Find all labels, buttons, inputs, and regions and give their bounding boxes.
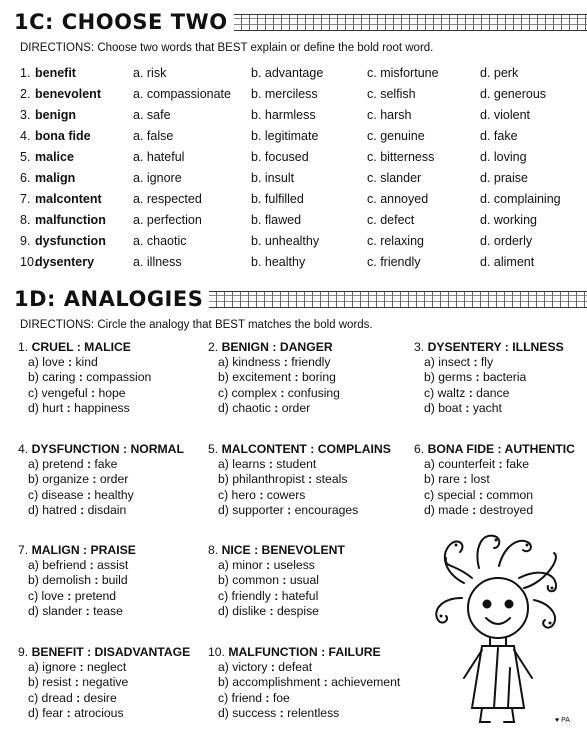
choice-a[interactable]: a. perfection <box>133 213 202 227</box>
option-second-word: confusing <box>287 385 340 400</box>
option-first-word: disease <box>41 487 84 502</box>
option-letter: a) <box>28 558 39 573</box>
option-letter: d) <box>28 502 39 517</box>
option-letter: a) <box>28 457 39 472</box>
question-number: 7. <box>18 543 29 557</box>
analogy-option[interactable]: d) supporter : encourages <box>218 502 359 517</box>
option-second-word: atrocious <box>74 705 124 720</box>
analogy-option[interactable]: b) rare : lost <box>424 472 490 487</box>
choice-b[interactable]: b. healthy <box>251 255 306 269</box>
analogy-option[interactable]: d) fear : atrocious <box>28 705 124 720</box>
analogy-left-word: BONA FIDE <box>427 442 495 456</box>
option-first-word: befriend <box>42 558 87 573</box>
medusa-illustration <box>424 528 574 728</box>
option-first-word: accomplishment <box>232 675 321 690</box>
section-1c-title: 1C: CHOOSE TWO <box>14 10 228 34</box>
option-letter: d) <box>218 502 229 517</box>
option-second-word: usual <box>289 573 319 588</box>
option-second-word: tease <box>93 603 123 618</box>
analogy-question: 10. MALFUNCTION : FAILURE <box>208 645 381 659</box>
option-second-word: neglect <box>86 660 127 675</box>
row-number: 5. <box>20 150 31 164</box>
analogy-option[interactable]: b) philanthropist : steals <box>218 472 348 487</box>
section-1c-directions <box>20 42 433 54</box>
analogy-option[interactable]: a) counterfeit : fake <box>424 457 530 472</box>
option-second-word: lost <box>470 472 490 487</box>
option-letter: c) <box>424 487 435 502</box>
analogy-question: 5. MALCONTENT : COMPLAINS <box>208 442 391 456</box>
choice-a[interactable]: a. safe <box>133 108 171 122</box>
option-second-word: relentless <box>287 705 340 720</box>
analogy-item <box>414 442 575 518</box>
choice-b[interactable]: b. insult <box>251 171 295 185</box>
option-first-word: dread <box>41 690 73 705</box>
choice-b[interactable]: b. merciless <box>251 87 318 101</box>
choice-d[interactable]: d. fake <box>480 129 518 143</box>
option-letter: c) <box>28 588 39 603</box>
analogy-right-word: PRAISE <box>90 543 136 557</box>
analogy-option[interactable]: a) insect : fly <box>424 355 494 370</box>
choice-b[interactable]: b. focused <box>251 150 309 164</box>
option-second-word: useless <box>273 558 315 573</box>
option-second-word: encourages <box>294 502 359 517</box>
choice-c[interactable]: c. slander <box>367 171 422 185</box>
option-first-word: success <box>232 705 277 720</box>
analogy-question: 9. BENEFIT : DISADVANTAGE <box>18 645 191 659</box>
question-number: 5. <box>208 442 219 456</box>
choice-b[interactable]: b. advantage <box>251 66 324 80</box>
root-word: malfunction <box>35 213 106 227</box>
option-letter: d) <box>424 502 435 517</box>
analogy-option[interactable]: d) success : relentless <box>218 705 340 720</box>
root-word: bona fide <box>35 129 91 143</box>
analogy-option[interactable]: c) friendly : hateful <box>218 588 319 603</box>
analogy-option[interactable]: b) accomplishment : achievement <box>218 675 401 690</box>
analogy-option[interactable]: b) organize : order <box>28 472 129 487</box>
section-1c-header <box>14 10 587 34</box>
row-number: 4. <box>20 129 31 143</box>
choice-c[interactable]: c. genuine <box>367 129 425 143</box>
directions-label: DIRECTIONS: <box>20 319 95 331</box>
analogy-option[interactable]: b) germs : bacteria <box>424 370 527 385</box>
analogy-left-word: MALIGN <box>31 543 80 557</box>
analogy-option[interactable]: d) hatred : disdain <box>28 502 127 517</box>
option-first-word: hurt <box>42 400 64 415</box>
option-first-word: made <box>438 502 469 517</box>
analogy-item <box>18 543 136 619</box>
analogy-option[interactable]: d) boat : yacht <box>424 400 502 415</box>
question-number: 3. <box>414 340 425 354</box>
option-first-word: organize <box>42 472 89 487</box>
option-letter: a) <box>28 355 39 370</box>
option-letter: d) <box>28 603 39 618</box>
option-letter: b) <box>218 472 229 487</box>
option-first-word: hatred <box>42 502 77 517</box>
option-letter: b) <box>28 370 39 385</box>
section-1d-title: 1D: ANALOGIES <box>14 287 204 311</box>
option-first-word: rare <box>438 472 460 487</box>
analogy-left-word: DYSENTERY <box>427 340 502 354</box>
analogy-option[interactable]: c) special : common <box>424 487 534 502</box>
option-first-word: pretend <box>42 457 84 472</box>
option-second-word: dance <box>476 385 510 400</box>
row-number: 9. <box>20 234 31 248</box>
option-second-word: hope <box>98 385 126 400</box>
choice-b[interactable]: b. legitimate <box>251 129 319 143</box>
option-letter: c) <box>218 690 229 705</box>
question-number: 4. <box>18 442 29 456</box>
option-letter: a) <box>28 660 39 675</box>
analogy-option[interactable]: a) victory : defeat <box>218 660 313 675</box>
option-letter: c) <box>218 487 229 502</box>
row-number: 3. <box>20 108 31 122</box>
choice-a[interactable]: a. chaotic <box>133 234 187 248</box>
analogy-option[interactable]: c) vengeful : hope <box>28 385 126 400</box>
option-first-word: friendly <box>231 588 271 603</box>
option-letter: d) <box>218 400 229 415</box>
analogy-option[interactable]: a) befriend : assist <box>28 558 129 573</box>
option-letter: b) <box>218 675 229 690</box>
root-word: malign <box>35 171 76 185</box>
analogy-option[interactable]: c) hero : cowers <box>218 487 306 502</box>
option-second-word: defeat <box>278 660 313 675</box>
option-second-word: assist <box>97 558 129 573</box>
option-second-word: compassion <box>86 370 152 385</box>
choice-c[interactable]: c. relaxing <box>367 234 424 248</box>
option-second-word: steals <box>315 472 348 487</box>
option-first-word: boat <box>438 400 462 415</box>
root-word: dysentery <box>35 255 95 269</box>
option-first-word: supporter <box>232 502 284 517</box>
option-first-word: waltz <box>437 385 466 400</box>
option-second-word: kind <box>75 355 98 370</box>
option-letter: c) <box>28 487 39 502</box>
analogy-question: 4. DYSFUNCTION : NORMAL <box>18 442 184 456</box>
analogy-left-word: MALFUNCTION <box>228 645 318 659</box>
choice-d[interactable]: d. praise <box>480 171 528 185</box>
option-first-word: kindness <box>232 355 281 370</box>
analogy-option[interactable]: c) love : pretend <box>28 588 117 603</box>
analogy-question: 1. CRUEL : MALICE <box>18 340 131 354</box>
analogy-right-word: BENEVOLENT <box>261 543 345 557</box>
question-number: 8. <box>208 543 219 557</box>
row-number: 10. <box>20 255 38 269</box>
option-second-word: fly <box>480 355 494 370</box>
analogy-option[interactable]: d) made : destroyed <box>424 502 534 517</box>
choice-d[interactable]: d. violent <box>480 108 531 122</box>
choice-b[interactable]: b. fulfilled <box>251 192 304 206</box>
root-word: benefit <box>35 66 76 80</box>
root-word: malice <box>35 150 74 164</box>
choice-c[interactable]: c. bitterness <box>367 150 435 164</box>
analogy-right-word: NORMAL <box>130 442 184 456</box>
choice-d[interactable]: d. complaining <box>480 192 561 206</box>
option-first-word: fear <box>42 705 64 720</box>
artist-credit: ♥ PA <box>555 717 570 724</box>
choice-c[interactable]: c. misfortune <box>367 66 439 80</box>
analogy-item <box>18 442 184 518</box>
option-second-word: hateful <box>281 588 319 603</box>
option-first-word: love <box>42 355 65 370</box>
analogy-option[interactable]: d) slander : tease <box>28 603 123 618</box>
option-second-word: fake <box>94 457 118 472</box>
directions-label: DIRECTIONS: <box>20 42 95 54</box>
option-letter: a) <box>218 558 229 573</box>
analogy-item <box>414 340 564 416</box>
analogy-option[interactable]: d) dislike : despise <box>218 603 319 618</box>
analogy-option[interactable]: b) demolish : build <box>28 573 128 588</box>
analogy-option[interactable]: d) chaotic : order <box>218 400 311 415</box>
analogy-left-word: BENIGN <box>221 340 269 354</box>
option-second-word: order <box>99 472 129 487</box>
option-first-word: vengeful <box>41 385 88 400</box>
option-letter: a) <box>218 457 229 472</box>
option-letter: c) <box>28 690 39 705</box>
option-letter: b) <box>218 370 229 385</box>
option-second-word: happiness <box>74 400 130 415</box>
analogy-left-word: NICE <box>221 543 251 557</box>
option-first-word: common <box>232 573 279 588</box>
option-second-word: despise <box>276 603 319 618</box>
analogy-option[interactable]: a) ignore : neglect <box>28 660 127 675</box>
option-second-word: disdain <box>87 502 127 517</box>
choice-a[interactable]: a. illness <box>133 255 182 269</box>
analogy-left-word: DYSFUNCTION <box>31 442 120 456</box>
choice-c[interactable]: c. harsh <box>367 108 412 122</box>
choice-d[interactable]: d. perk <box>480 66 519 80</box>
option-first-word: ignore <box>42 660 77 675</box>
analogy-option[interactable]: c) waltz : dance <box>424 385 510 400</box>
option-first-word: insect <box>438 355 471 370</box>
option-letter: a) <box>218 660 229 675</box>
analogy-option[interactable]: a) minor : useless <box>218 558 315 573</box>
choice-d[interactable]: d. orderly <box>480 234 533 248</box>
option-second-word: bacteria <box>482 370 527 385</box>
analogy-item <box>208 645 400 721</box>
option-first-word: friend <box>231 690 263 705</box>
analogy-option[interactable]: a) pretend : fake <box>28 457 118 472</box>
analogy-left-word: BENEFIT <box>31 645 84 659</box>
choice-b[interactable]: b. harmless <box>251 108 316 122</box>
question-number: 10. <box>208 645 225 659</box>
option-second-word: fake <box>506 457 530 472</box>
analogy-option[interactable]: a) kindness : friendly <box>218 355 331 370</box>
row-number: 6. <box>20 171 31 185</box>
directions-text: Circle the analogy that BEST matches the bold words. <box>97 319 373 331</box>
option-letter: c) <box>424 385 435 400</box>
choice-a[interactable]: a. ignore <box>133 171 182 185</box>
option-letter: b) <box>424 472 435 487</box>
section-1d-directions <box>20 319 373 331</box>
option-letter: d) <box>28 400 39 415</box>
analogy-right-word: DISADVANTAGE <box>94 645 191 659</box>
greek-key-border <box>209 291 587 308</box>
analogy-option[interactable]: b) common : usual <box>218 573 319 588</box>
option-first-word: minor <box>232 558 263 573</box>
option-second-word: yacht <box>472 400 502 415</box>
option-letter: a) <box>424 457 435 472</box>
analogy-item <box>18 645 190 721</box>
option-letter: b) <box>28 472 39 487</box>
option-letter: b) <box>28 675 39 690</box>
analogy-option[interactable]: c) dread : desire <box>28 690 117 705</box>
analogy-item <box>208 340 340 416</box>
question-number: 9. <box>18 645 29 659</box>
analogy-option[interactable]: b) excitement : boring <box>218 370 336 385</box>
option-first-word: germs <box>438 370 473 385</box>
analogy-left-word: MALCONTENT <box>221 442 307 456</box>
option-second-word: achievement <box>331 675 401 690</box>
option-first-word: dislike <box>232 603 267 618</box>
analogy-option[interactable]: a) learns : student <box>218 457 317 472</box>
option-first-word: excitement <box>232 370 292 385</box>
option-second-word: desire <box>83 690 117 705</box>
option-second-word: pretend <box>74 588 117 603</box>
choice-b[interactable]: b. flawed <box>251 213 302 227</box>
analogy-question: 7. MALIGN : PRAISE <box>18 543 136 557</box>
root-word: benevolent <box>35 87 101 101</box>
choice-d[interactable]: d. aliment <box>480 255 535 269</box>
analogy-right-word: AUTHENTIC <box>504 442 575 456</box>
option-second-word: build <box>101 573 128 588</box>
analogy-option[interactable]: a) love : kind <box>28 355 98 370</box>
option-first-word: philanthropist <box>232 472 305 487</box>
option-letter: d) <box>28 705 39 720</box>
option-second-word: student <box>276 457 317 472</box>
choice-a[interactable]: a. risk <box>133 66 167 80</box>
option-second-word: foe <box>272 690 290 705</box>
question-number: 6. <box>414 442 425 456</box>
choice-d[interactable]: d. working <box>480 213 537 227</box>
section-1d-header <box>14 287 587 311</box>
option-first-word: hero <box>231 487 256 502</box>
option-letter: d) <box>218 705 229 720</box>
analogy-option[interactable]: b) caring : compassion <box>28 370 152 385</box>
option-first-word: victory <box>232 660 268 675</box>
option-letter: c) <box>218 385 229 400</box>
option-second-word: healthy <box>94 487 134 502</box>
option-letter: c) <box>218 588 229 603</box>
choice-a[interactable]: a. hateful <box>133 150 185 164</box>
option-first-word: slander <box>42 603 83 618</box>
choice-d[interactable]: d. generous <box>480 87 547 101</box>
choice-c[interactable]: c. defect <box>367 213 415 227</box>
option-second-word: friendly <box>291 355 331 370</box>
question-number: 1. <box>18 340 29 354</box>
choice-c[interactable]: c. friendly <box>367 255 421 269</box>
analogy-option[interactable]: b) resist : negative <box>28 675 129 690</box>
choice-c[interactable]: c. selfish <box>367 87 416 101</box>
option-first-word: demolish <box>42 573 92 588</box>
option-letter: b) <box>218 573 229 588</box>
analogy-right-word: COMPLAINS <box>317 442 391 456</box>
analogy-option[interactable]: d) hurt : happiness <box>28 400 130 415</box>
directions-text: Choose two words that BEST explain or define the bold root word. <box>97 42 434 54</box>
row-number: 2. <box>20 87 31 101</box>
analogy-option[interactable]: c) friend : foe <box>218 690 290 705</box>
analogy-question: 6. BONA FIDE : AUTHENTIC <box>414 442 575 456</box>
question-number: 2. <box>208 340 219 354</box>
analogy-right-word: DANGER <box>279 340 333 354</box>
analogy-right-word: FAILURE <box>328 645 381 659</box>
analogy-item <box>18 340 151 416</box>
analogy-right-word: MALICE <box>84 340 131 354</box>
analogy-question: 2. BENIGN : DANGER <box>208 340 333 354</box>
row-number: 1. <box>20 66 31 80</box>
choice-c[interactable]: c. annoyed <box>367 192 429 206</box>
option-first-word: learns <box>232 457 266 472</box>
option-second-word: order <box>281 400 311 415</box>
option-second-word: destroyed <box>479 502 534 517</box>
choice-a[interactable]: a. respected <box>133 192 202 206</box>
choice-a[interactable]: a. compassionate <box>133 87 231 101</box>
analogy-question: 3. DYSENTERY : ILLNESS <box>414 340 564 354</box>
option-letter: a) <box>218 355 229 370</box>
option-letter: d) <box>424 400 435 415</box>
root-word: benign <box>35 108 76 122</box>
analogy-item <box>208 442 391 518</box>
option-second-word: common <box>486 487 534 502</box>
analogy-option[interactable]: c) complex : confusing <box>218 385 340 400</box>
option-letter: c) <box>28 385 39 400</box>
option-first-word: special <box>437 487 476 502</box>
option-first-word: chaotic <box>232 400 271 415</box>
analogy-right-word: ILLNESS <box>512 340 564 354</box>
option-first-word: caring <box>42 370 76 385</box>
choice-a[interactable]: a. false <box>133 129 174 143</box>
choice-d[interactable]: d. loving <box>480 150 527 164</box>
option-second-word: negative <box>82 675 129 690</box>
analogy-question: 8. NICE : BENEVOLENT <box>208 543 345 557</box>
analogy-item <box>208 543 345 619</box>
row-number: 7. <box>20 192 31 206</box>
root-word: malcontent <box>35 192 102 206</box>
option-first-word: resist <box>42 675 72 690</box>
row-number: 8. <box>20 213 31 227</box>
option-letter: a) <box>424 355 435 370</box>
option-second-word: boring <box>302 370 336 385</box>
choice-b[interactable]: b. unhealthy <box>251 234 320 248</box>
option-second-word: cowers <box>266 487 306 502</box>
option-letter: d) <box>218 603 229 618</box>
option-letter: b) <box>424 370 435 385</box>
option-first-word: complex <box>231 385 277 400</box>
option-first-word: love <box>41 588 64 603</box>
greek-key-border <box>234 14 587 31</box>
analogy-option[interactable]: c) disease : healthy <box>28 487 134 502</box>
analogy-left-word: CRUEL <box>31 340 74 354</box>
option-letter: b) <box>28 573 39 588</box>
root-word: dysfunction <box>35 234 106 248</box>
option-first-word: counterfeit <box>438 457 496 472</box>
